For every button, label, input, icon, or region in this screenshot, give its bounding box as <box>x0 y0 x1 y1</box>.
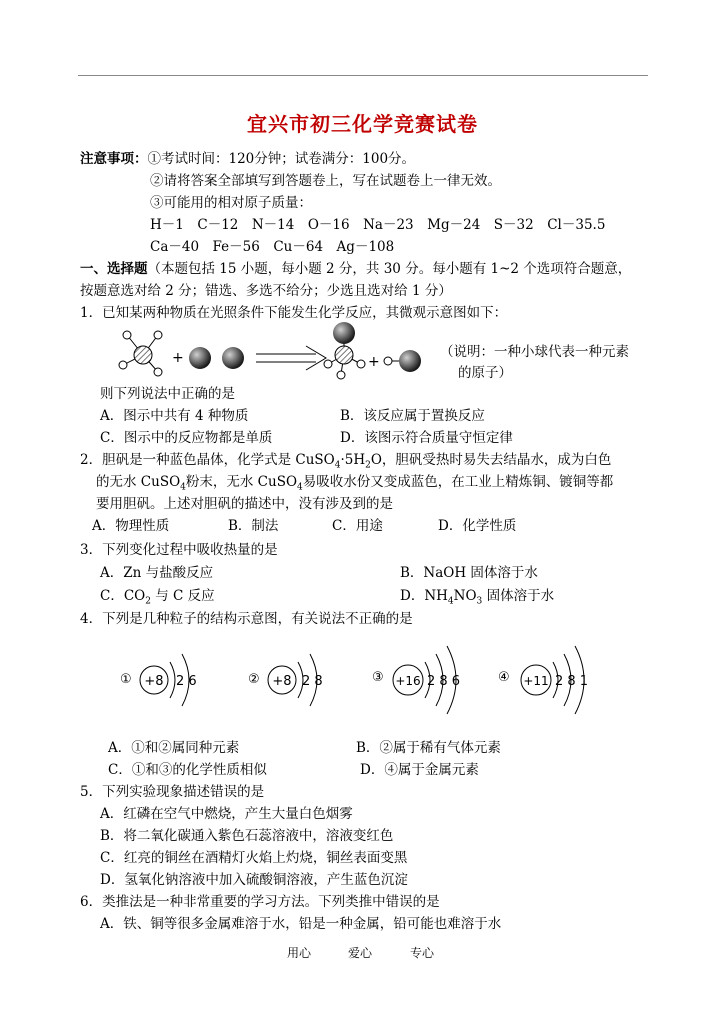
molecule-1 <box>119 331 162 376</box>
atom-nucleus-3: +16 <box>395 674 421 688</box>
atomic-masses-line-2: Ca－40 Fe－56 Cu－64 Ag－108 <box>150 239 395 255</box>
atom-label-4: ④ <box>498 670 510 685</box>
q5-option-c: C．红亮的铜丝在酒精灯火焰上灼烧，铜丝表面变黑 <box>100 850 408 866</box>
q2-option-d: D．化学性质 <box>438 518 517 534</box>
q5-option-b: B．将二氧化碳通入紫色石蕊溶液中，溶液变红色 <box>100 828 394 844</box>
section-desc-1: （本题包括 15 小题，每小题 2 分，共 30 分。每小题有 1~2 个选项符合题意， <box>147 261 632 277</box>
atomic-masses-line-1: H－1 C－12 N－14 O－16 Na－23 Mg－24 S－32 Cl－35.5 <box>150 217 606 233</box>
q2-option-b: B．制法 <box>228 518 279 534</box>
atom-label-3: ③ <box>372 670 384 685</box>
q2-sub-4: 4 <box>297 482 303 493</box>
q2-option-c: C．用途 <box>332 518 383 534</box>
molecule-2 <box>189 347 244 369</box>
q2-line-3: 要用胆矾。上述对胆矾的描述中，没有涉及到的是 <box>96 496 393 512</box>
notice-item-3: ③可能用的相对原子质量： <box>150 195 312 211</box>
q3-d-sub-2: 3 <box>476 596 483 607</box>
footer-text-3: 专心 <box>410 946 435 960</box>
q2-text-1c: O，胆矾受热时易失去结晶水，成为白色 <box>370 452 612 468</box>
q3-d-sub-1: 4 <box>447 596 454 607</box>
plus-sign-1: + <box>172 350 184 366</box>
q1-note-1: （说明：一种小球代表一种元素 <box>440 344 629 360</box>
q4-option-c: C．①和③的化学性质相似 <box>108 762 267 778</box>
atom-diagram-3 <box>372 646 460 714</box>
atom-shells-3: 2 8 6 <box>427 674 461 689</box>
q2-text-2c: 易吸收水份又变成蓝色，在工业上精炼铜、镀铜等都 <box>302 474 614 490</box>
q2-sub-2: 2 <box>365 460 371 471</box>
q4-option-d: D．④属于金属元素 <box>360 762 479 778</box>
atom-nucleus-4: +11 <box>523 674 549 688</box>
q4-stem: 4．下列是几种粒子的结构示意图，有关说法不正确的是 <box>80 611 413 627</box>
atom-shells-1: 2 6 <box>176 674 197 689</box>
q1-option-c: C．图示中的反应物都是单质 <box>100 430 273 446</box>
q6-option-a: A．铁、铜等很多金属难溶于水，铅是一种金属，铅可能也难溶于水 <box>100 916 502 932</box>
notice-block <box>80 147 415 167</box>
atom-nucleus-1: +8 <box>144 674 164 689</box>
section-title: 一、选择题 <box>80 261 148 277</box>
q3-d-text-a: D．NH <box>400 588 448 604</box>
q3-option-c <box>100 584 215 607</box>
q5-stem: 5．下列实验现象描述错误的是 <box>80 784 265 800</box>
atom-diagram-1 <box>120 654 197 706</box>
atom-label-1: ① <box>120 672 132 687</box>
q1-option-b: B．该反应属于置换反应 <box>340 408 485 424</box>
header-rule <box>78 75 648 76</box>
q1-option-d: D．该图示符合质量守恒定律 <box>340 430 513 446</box>
atom-diagram-2 <box>248 654 323 706</box>
q2-text-2a: 的无水 CuSO <box>96 474 181 490</box>
q4-option-b: B．②属于稀有气体元素 <box>356 740 501 756</box>
q2-text-2b: 粉末，无水 CuSO <box>185 474 298 490</box>
q6-stem: 6．类推法是一种非常重要的学习方法。下列类推中错误的是 <box>80 894 440 910</box>
q3-option-d <box>400 584 554 607</box>
atom-diagram-4 <box>498 646 588 714</box>
q1-stem: 1．已知某两种物质在光照条件下能发生化学反应，其微观示意图如下： <box>80 305 508 321</box>
atom-shells-2: 2 8 <box>302 674 323 689</box>
q4-option-a: A．①和②属同种元素 <box>108 740 240 756</box>
section-desc-2: 按题意选对给 2 分；错选、多选不给分；少选且选对给 1 分） <box>80 283 452 299</box>
section-heading <box>80 257 631 277</box>
q3-c-text-b: 与 C 反应 <box>150 588 215 604</box>
molecule-4 <box>384 350 421 372</box>
q2-line-2 <box>96 470 613 493</box>
q2-option-a: A．物理性质 <box>92 518 170 534</box>
footer-text-1: 用心 <box>287 946 312 960</box>
q2-text-1b: ·5H <box>340 452 366 468</box>
q2-sub-1: 4 <box>334 460 341 471</box>
q2-text-1a: 2．胆矾是一种蓝色晶体，化学式是 CuSO <box>80 452 335 468</box>
q3-option-b: B．NaOH 固体溶于水 <box>400 565 538 581</box>
q3-d-text-b: NO <box>453 588 477 604</box>
q5-option-d: D．氢氧化钠溶液中加入硫酸铜溶液，产生蓝色沉淀 <box>100 872 408 888</box>
q3-stem: 3．下列变化过程中吸收热量的是 <box>80 542 278 558</box>
q2-line-1 <box>80 448 611 471</box>
page-title: 宜兴市初三化学竞赛试卷 <box>247 112 478 136</box>
q3-option-a: A．Zn 与盐酸反应 <box>100 565 214 581</box>
atom-nucleus-2: +8 <box>272 674 292 689</box>
q3-c-sub: 2 <box>145 596 151 607</box>
q5-option-a: A．红磷在空气中燃烧，产生大量白色烟雾 <box>100 806 353 822</box>
reaction-arrow <box>256 346 326 370</box>
footer-text-2: 爱心 <box>348 946 373 960</box>
q1-option-a: A．图示中共有 4 种物质 <box>100 408 249 424</box>
notice-item-2: ②请将答案全部填写到答题卷上，写在试题卷上一律无效。 <box>150 173 501 189</box>
atom-label-2: ② <box>248 672 260 687</box>
q4-atom-diagrams <box>100 636 600 726</box>
q1-note-2: 的原子） <box>458 365 512 381</box>
notice-label: 注意事项： <box>80 151 148 167</box>
atom-shells-4: 2 8 1 <box>555 674 589 689</box>
q3-c-text-a: C．CO <box>100 588 146 604</box>
q3-d-text-c: 固体溶于水 <box>482 588 555 604</box>
molecule-3 <box>324 322 365 379</box>
q1-prompt: 则下列说法中正确的是 <box>100 386 235 402</box>
plus-sign-2: + <box>368 354 380 370</box>
q2-sub-3: 4 <box>180 482 186 493</box>
notice-item-1: ①考试时间：120分钟；试卷满分：100分。 <box>147 151 416 167</box>
